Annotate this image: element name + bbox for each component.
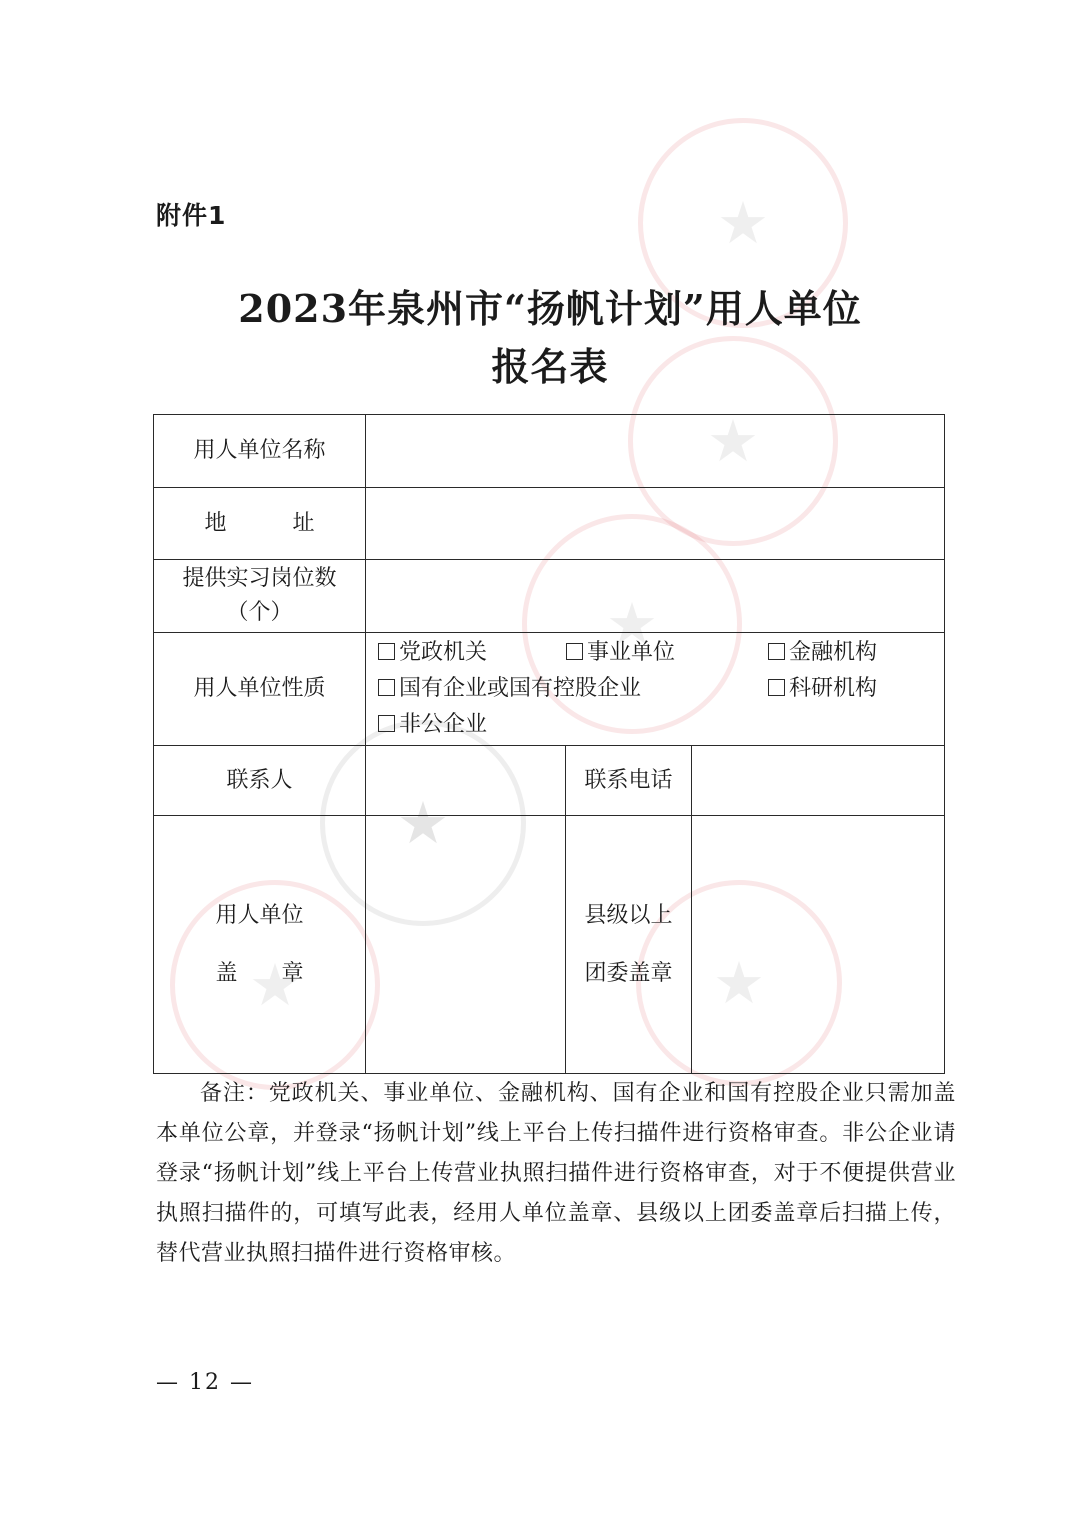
form-title: 2023年泉州市“扬帆计划”用人单位	[238, 286, 862, 331]
checkbox[interactable]	[378, 715, 395, 732]
phone-label: 联系电话	[566, 746, 692, 816]
positions-label-line2: （个）	[226, 600, 293, 625]
address-label: 地 址	[154, 488, 366, 560]
remarks-note: 备注：党政机关、事业单位、金融机构、国有企业和国有控股企业只需加盖本单位公章，并登录“扬帆计划”线上平台上传扫描件进行资格审查。非公企业请登录“扬帆计划”线上平台上传营业执照扫描件进行资格审查，对于不便提供营业执照扫描件的，可填写此表，经用人单位盖章、县级以上团委盖章后扫描上传，替代营业执照扫描件进行资格审核。	[156, 1081, 956, 1266]
checkbox[interactable]	[378, 643, 395, 660]
option-state-owned-enterprise[interactable]: 国有企业或国有控股企业	[378, 673, 768, 705]
contact-label: 联系人	[154, 746, 366, 816]
league-seal-label-line1: 县级以上	[584, 902, 673, 928]
positions-label-line1: 提供实习岗位数	[182, 566, 337, 591]
unit-name-label: 用人单位名称	[154, 415, 366, 488]
nature-options	[366, 633, 945, 746]
form-row-address	[154, 488, 945, 560]
checkbox[interactable]	[768, 679, 785, 696]
registration-form-table	[153, 414, 945, 1074]
unit-name-field[interactable]	[366, 415, 945, 488]
phone-field[interactable]	[692, 746, 945, 816]
attachment-label: 附件1	[156, 201, 227, 230]
positions-field[interactable]	[366, 560, 945, 633]
checkbox[interactable]	[566, 643, 583, 660]
league-seal-label	[566, 816, 692, 1074]
unit-seal-area	[366, 816, 566, 1074]
form-row-seals	[154, 816, 945, 1074]
address-field[interactable]	[366, 488, 945, 560]
unit-seal-label	[154, 816, 366, 1074]
option-public-institution[interactable]: 事业单位	[566, 637, 768, 669]
league-seal-label-line2: 团委盖章	[584, 960, 673, 986]
form-row-nature	[154, 633, 945, 746]
option-financial-institution[interactable]: 金融机构	[768, 637, 938, 669]
form-row-contact	[154, 746, 945, 816]
positions-label	[154, 560, 366, 633]
nature-label: 用人单位性质	[154, 633, 366, 746]
page-number: — 12 —	[156, 1370, 254, 1395]
form-row-unit-name	[154, 415, 945, 488]
form-row-positions	[154, 560, 945, 633]
checkbox[interactable]	[378, 679, 395, 696]
contact-field[interactable]	[366, 746, 566, 816]
form-title-line2: 报名表	[491, 344, 609, 389]
checkbox[interactable]	[768, 643, 785, 660]
option-non-public-enterprise[interactable]: 非公企业	[378, 709, 566, 741]
league-seal-area	[692, 816, 945, 1074]
option-party-gov[interactable]: 党政机关	[378, 637, 566, 669]
unit-seal-label-line2: 盖 章	[215, 960, 304, 986]
option-research-institution[interactable]: 科研机构	[768, 673, 938, 705]
unit-seal-label-line1: 用人单位	[215, 902, 304, 928]
